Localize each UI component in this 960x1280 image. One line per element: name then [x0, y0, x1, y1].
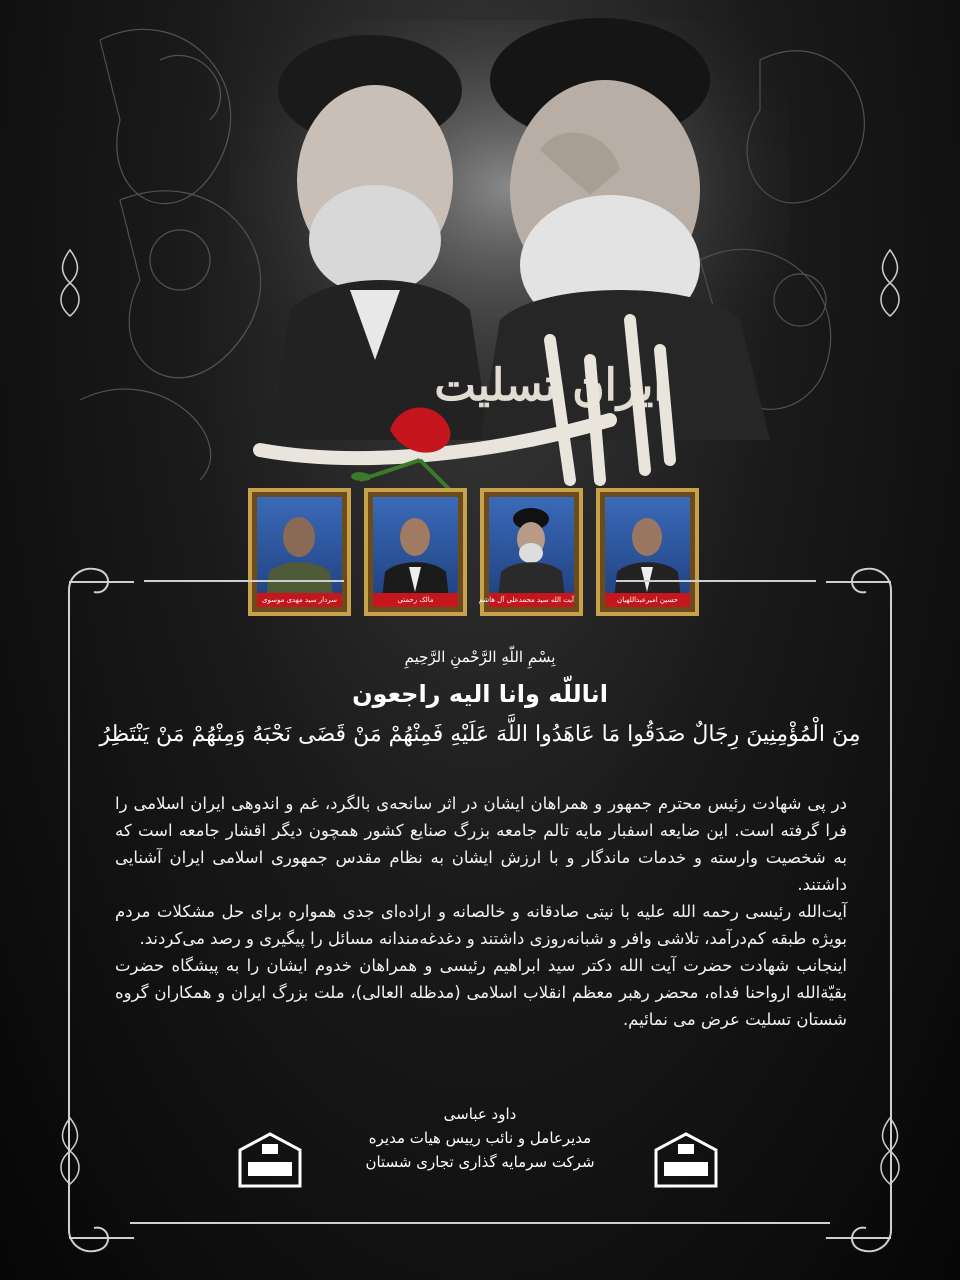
signature-block	[320, 1102, 640, 1174]
bismillah-heading: بِسْمِ اللّهِ الرَّحْمنِ الرَّحِيمِ	[404, 648, 556, 666]
side-medallion-icon	[870, 248, 910, 318]
corner-ornament-icon	[826, 560, 906, 640]
corner-ornament-icon	[826, 1180, 906, 1260]
portrait-caption: حسین امیرعبداللهیان	[605, 593, 690, 607]
side-medallion-icon	[50, 248, 90, 318]
frame-top-left-line	[144, 580, 344, 582]
corner-ornament-icon	[54, 1180, 134, 1260]
shastan-logo-icon	[654, 1132, 718, 1188]
inna-lillah-heading: اناللّه وانا الیه راجعون	[352, 680, 608, 708]
portrait-caption: مالک رحمتی	[373, 593, 458, 607]
message-paragraph: اینجانب شهادت حضرت آیت الله دکتر سید ابراهیم رئیسی و همراهان خدوم ایشان را به پیشگاه حضرت بقیّة‌الله ارواحنا فداه، محضر رهبر معظم انقلاب اسلامی (مدظله العالی)، ملت بزرگ ایران و همکاران گروه شستان تسلیت عرض می نمائیم.	[115, 956, 847, 1029]
message-paragraph: آیت‌الله رئیسی رحمه الله علیه با نیتی صادقانه و خالصانه و اراده‌ای جدی همواره برای حل مشکلات مردم بویژه طبقه کم‌درآمد، تلاشی وافر و شبانه‌روزی داشتند و دغدغه‌مندانه مسائل را پیگیری و رصد می‌کردند.	[115, 902, 847, 948]
frame-top-right-line	[616, 580, 816, 582]
portrait-caption: سردار سید مهدی موسوی	[257, 593, 342, 607]
quran-verse: مِنَ الْمُؤْمِنِينَ رِجَالٌ صَدَقُوا مَا عَاهَدُوا اللَّهَ عَلَيْهِ فَمِنْهُمْ مَنْ قَضَى نَحْبَهُ وَمِنْهُمْ مَنْ يَنْتَظِرُ	[99, 722, 861, 747]
calligraphy-title-text: ایران تسلیت	[434, 360, 666, 411]
side-medallion-icon	[50, 1116, 90, 1186]
shastan-logo	[238, 1132, 302, 1188]
corner-ornament-icon	[54, 560, 134, 640]
signatory-name: داود عباسی	[443, 1105, 517, 1123]
signatory-role: مدیرعامل و نائب رییس هیات مدیره	[368, 1129, 592, 1147]
shastan-logo	[654, 1132, 718, 1188]
company-name: شرکت سرمایه گذاری تجاری شستان	[365, 1153, 595, 1171]
message-paragraph: در پی شهادت رئیس محترم جمهور و همراهان ایشان در اثر سانحه‌ی بالگرد، غم و اندوهی ایران اسلامی را فرا گرفته است. این ضایعه اسفبار مایه تالم جامعه بزرگ صنایع کشور همچون دیگر اقشار جامعه است که به شخصیت وارسته و خدمات ماندگار و با ارزش ایشان به نظام مقدس جمهوری اسلامی ایران آشنایی داشتند.	[115, 794, 847, 894]
condolence-message	[115, 790, 847, 1033]
frame-bottom-line	[130, 1222, 830, 1224]
side-medallion-icon	[870, 1116, 910, 1186]
shastan-logo-icon	[238, 1132, 302, 1188]
portrait-caption: آیت الله سید محمدعلی آل هاشم	[489, 593, 574, 607]
